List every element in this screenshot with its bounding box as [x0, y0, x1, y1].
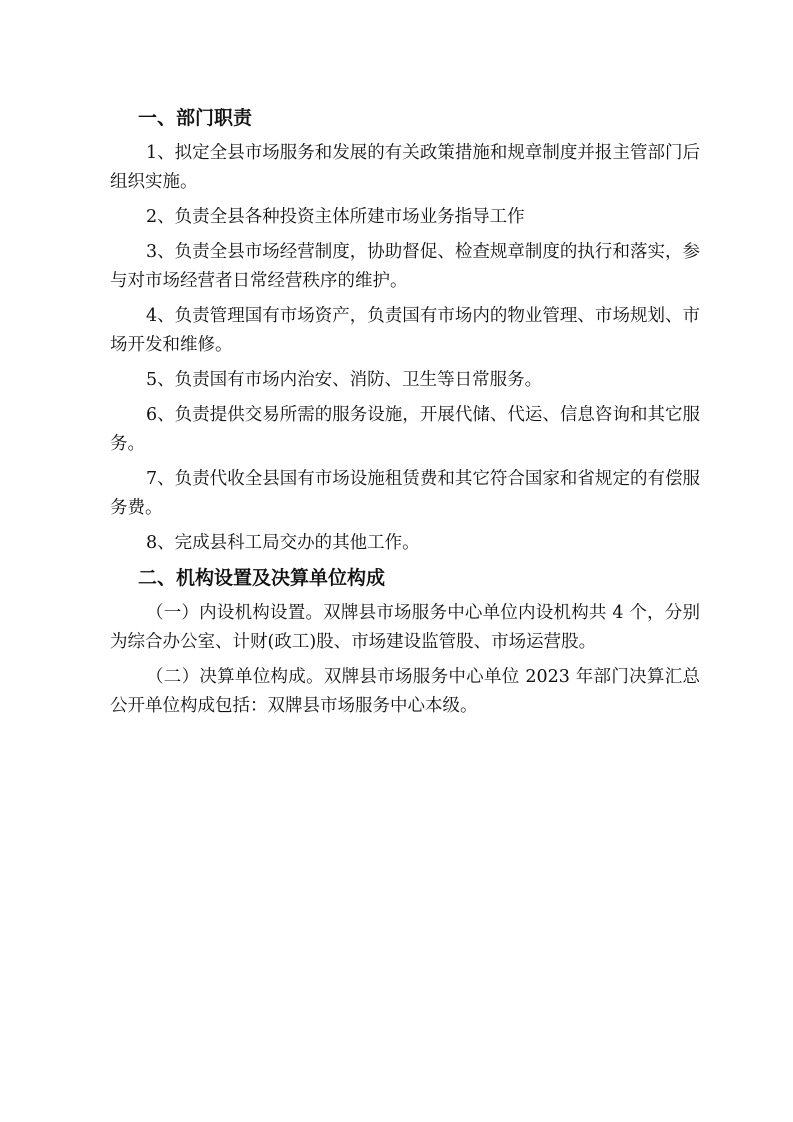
organization-item-2: （二）决算单位构成。双牌县市场服务中心单位 2023 年部门决算汇总公开单位构成包括：双牌县市场服务中心本级。	[110, 667, 700, 716]
duty-item-3: 3、负责全县市场经营制度，协助督促、检查规章制度的执行和落实，参与对市场经营者日常经营秩序的维护。	[110, 242, 700, 291]
organization-item-1: （一）内设机构设置。双牌县市场服务中心单位内设机构共 4 个，分别为综合办公室、计财(政工)股、市场建设监管股、市场运营股。	[110, 603, 700, 652]
document-body	[110, 104, 700, 727]
duty-item-8: 8、完成县科工局交办的其他工作。	[146, 533, 420, 553]
duty-item-6: 6、负责提供交易所需的服务设施，开展代储、代运、信息咨询和其它服务。	[110, 405, 700, 454]
section-heading-organization: 二、机构设置及决算单位构成	[138, 567, 386, 589]
duty-item-4: 4、负责管理国有市场资产，负责国有市场内的物业管理、市场规划、市场开发和维修。	[110, 306, 700, 355]
duty-item-2: 2、负责全县各种投资主体所建市场业务指导工作	[146, 207, 525, 227]
section-heading-department-duties: 一、部门职责	[138, 107, 253, 129]
duty-item-7: 7、负责代收全县国有市场设施租赁费和其它符合国家和省规定的有偿服务费。	[110, 469, 700, 518]
duty-item-5: 5、负责国有市场内治安、消防、卫生等日常服务。	[146, 370, 543, 390]
duty-item-1: 1、拟定全县市场服务和发展的有关政策措施和规章制度并报主管部门后组织实施。	[110, 143, 700, 192]
